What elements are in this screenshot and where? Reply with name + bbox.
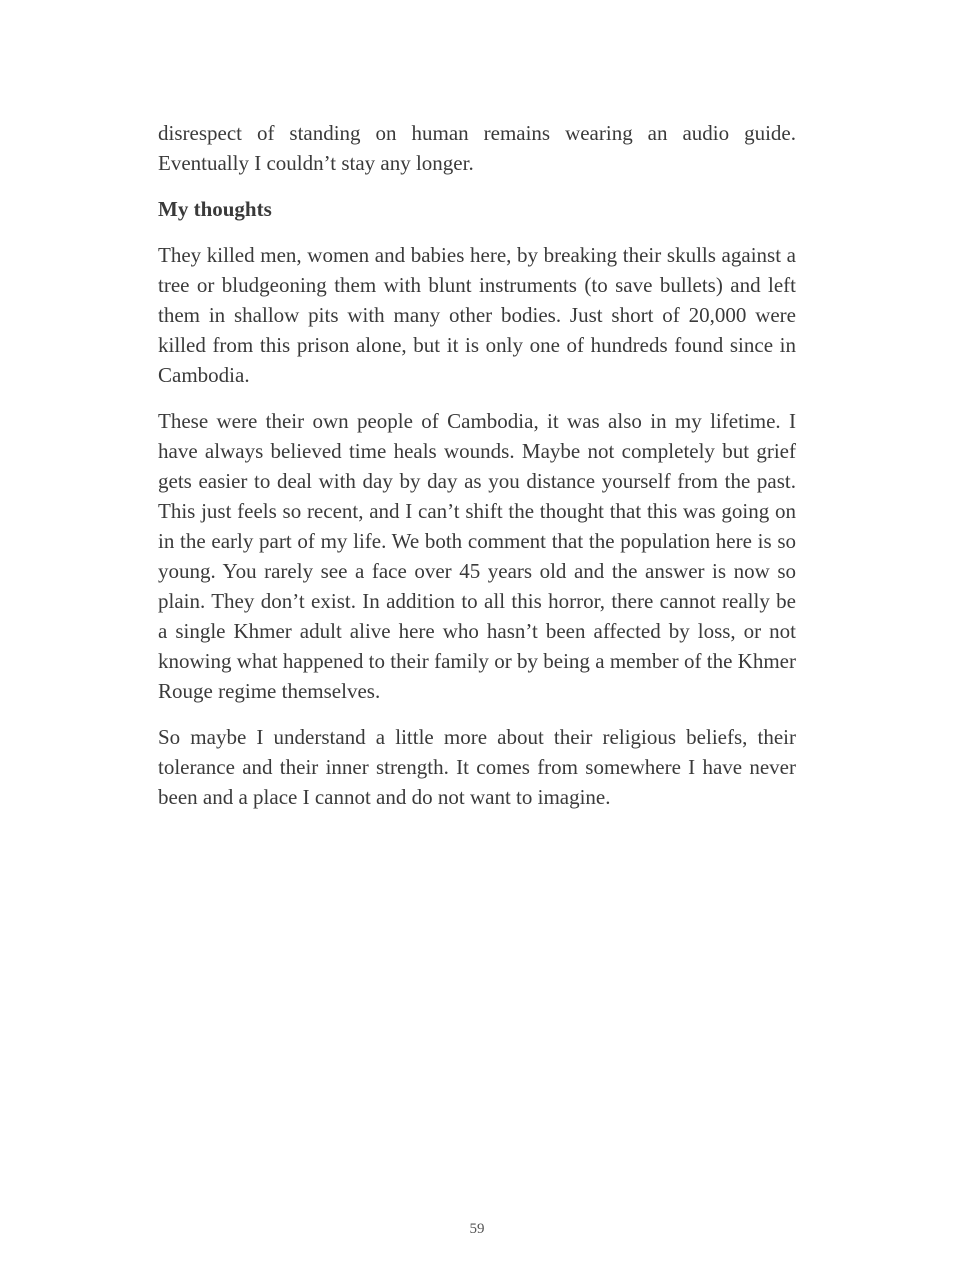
page-body (158, 118, 796, 828)
paragraph-3: So maybe I understand a little more about their religious beliefs, their tolerance and their inner strength. It comes from somewhere I have never been and a place I cannot and do not want to imagine. (158, 725, 796, 809)
section-heading: My thoughts (158, 197, 272, 221)
paragraph-continued: disrespect of standing on human remains wearing an audio guide. Eventually I couldn’t stay any longer. (158, 121, 796, 175)
paragraph-1: They killed men, women and babies here, by breaking their skulls against a tree or bludgeoning them with blunt instruments (to save bullets) and left them in shallow pits with many other bodies. Just short of 20,000 were killed from this prison alone, but it is only one of hundreds found since in Cambodia. (158, 243, 796, 387)
page-number: 59 (469, 1221, 485, 1237)
paragraph-2: These were their own people of Cambodia, it was also in my lifetime. I have always believed time heals wounds. Maybe not completely but grief gets easier to deal with day by day as you distance yourself from the past. This just feels so recent, and I can’t shift the thought that this was going on in the early part of my life. We both comment that the population here is so young. You rarely see a face over 45 years old and the answer is now so plain. They don’t exist. In addition to all this horror, there cannot really be a single Khmer adult alive here who hasn’t been affected by loss, or not knowing what happened to their family or by being a member of the Khmer Rouge regime themselves. (158, 409, 796, 703)
